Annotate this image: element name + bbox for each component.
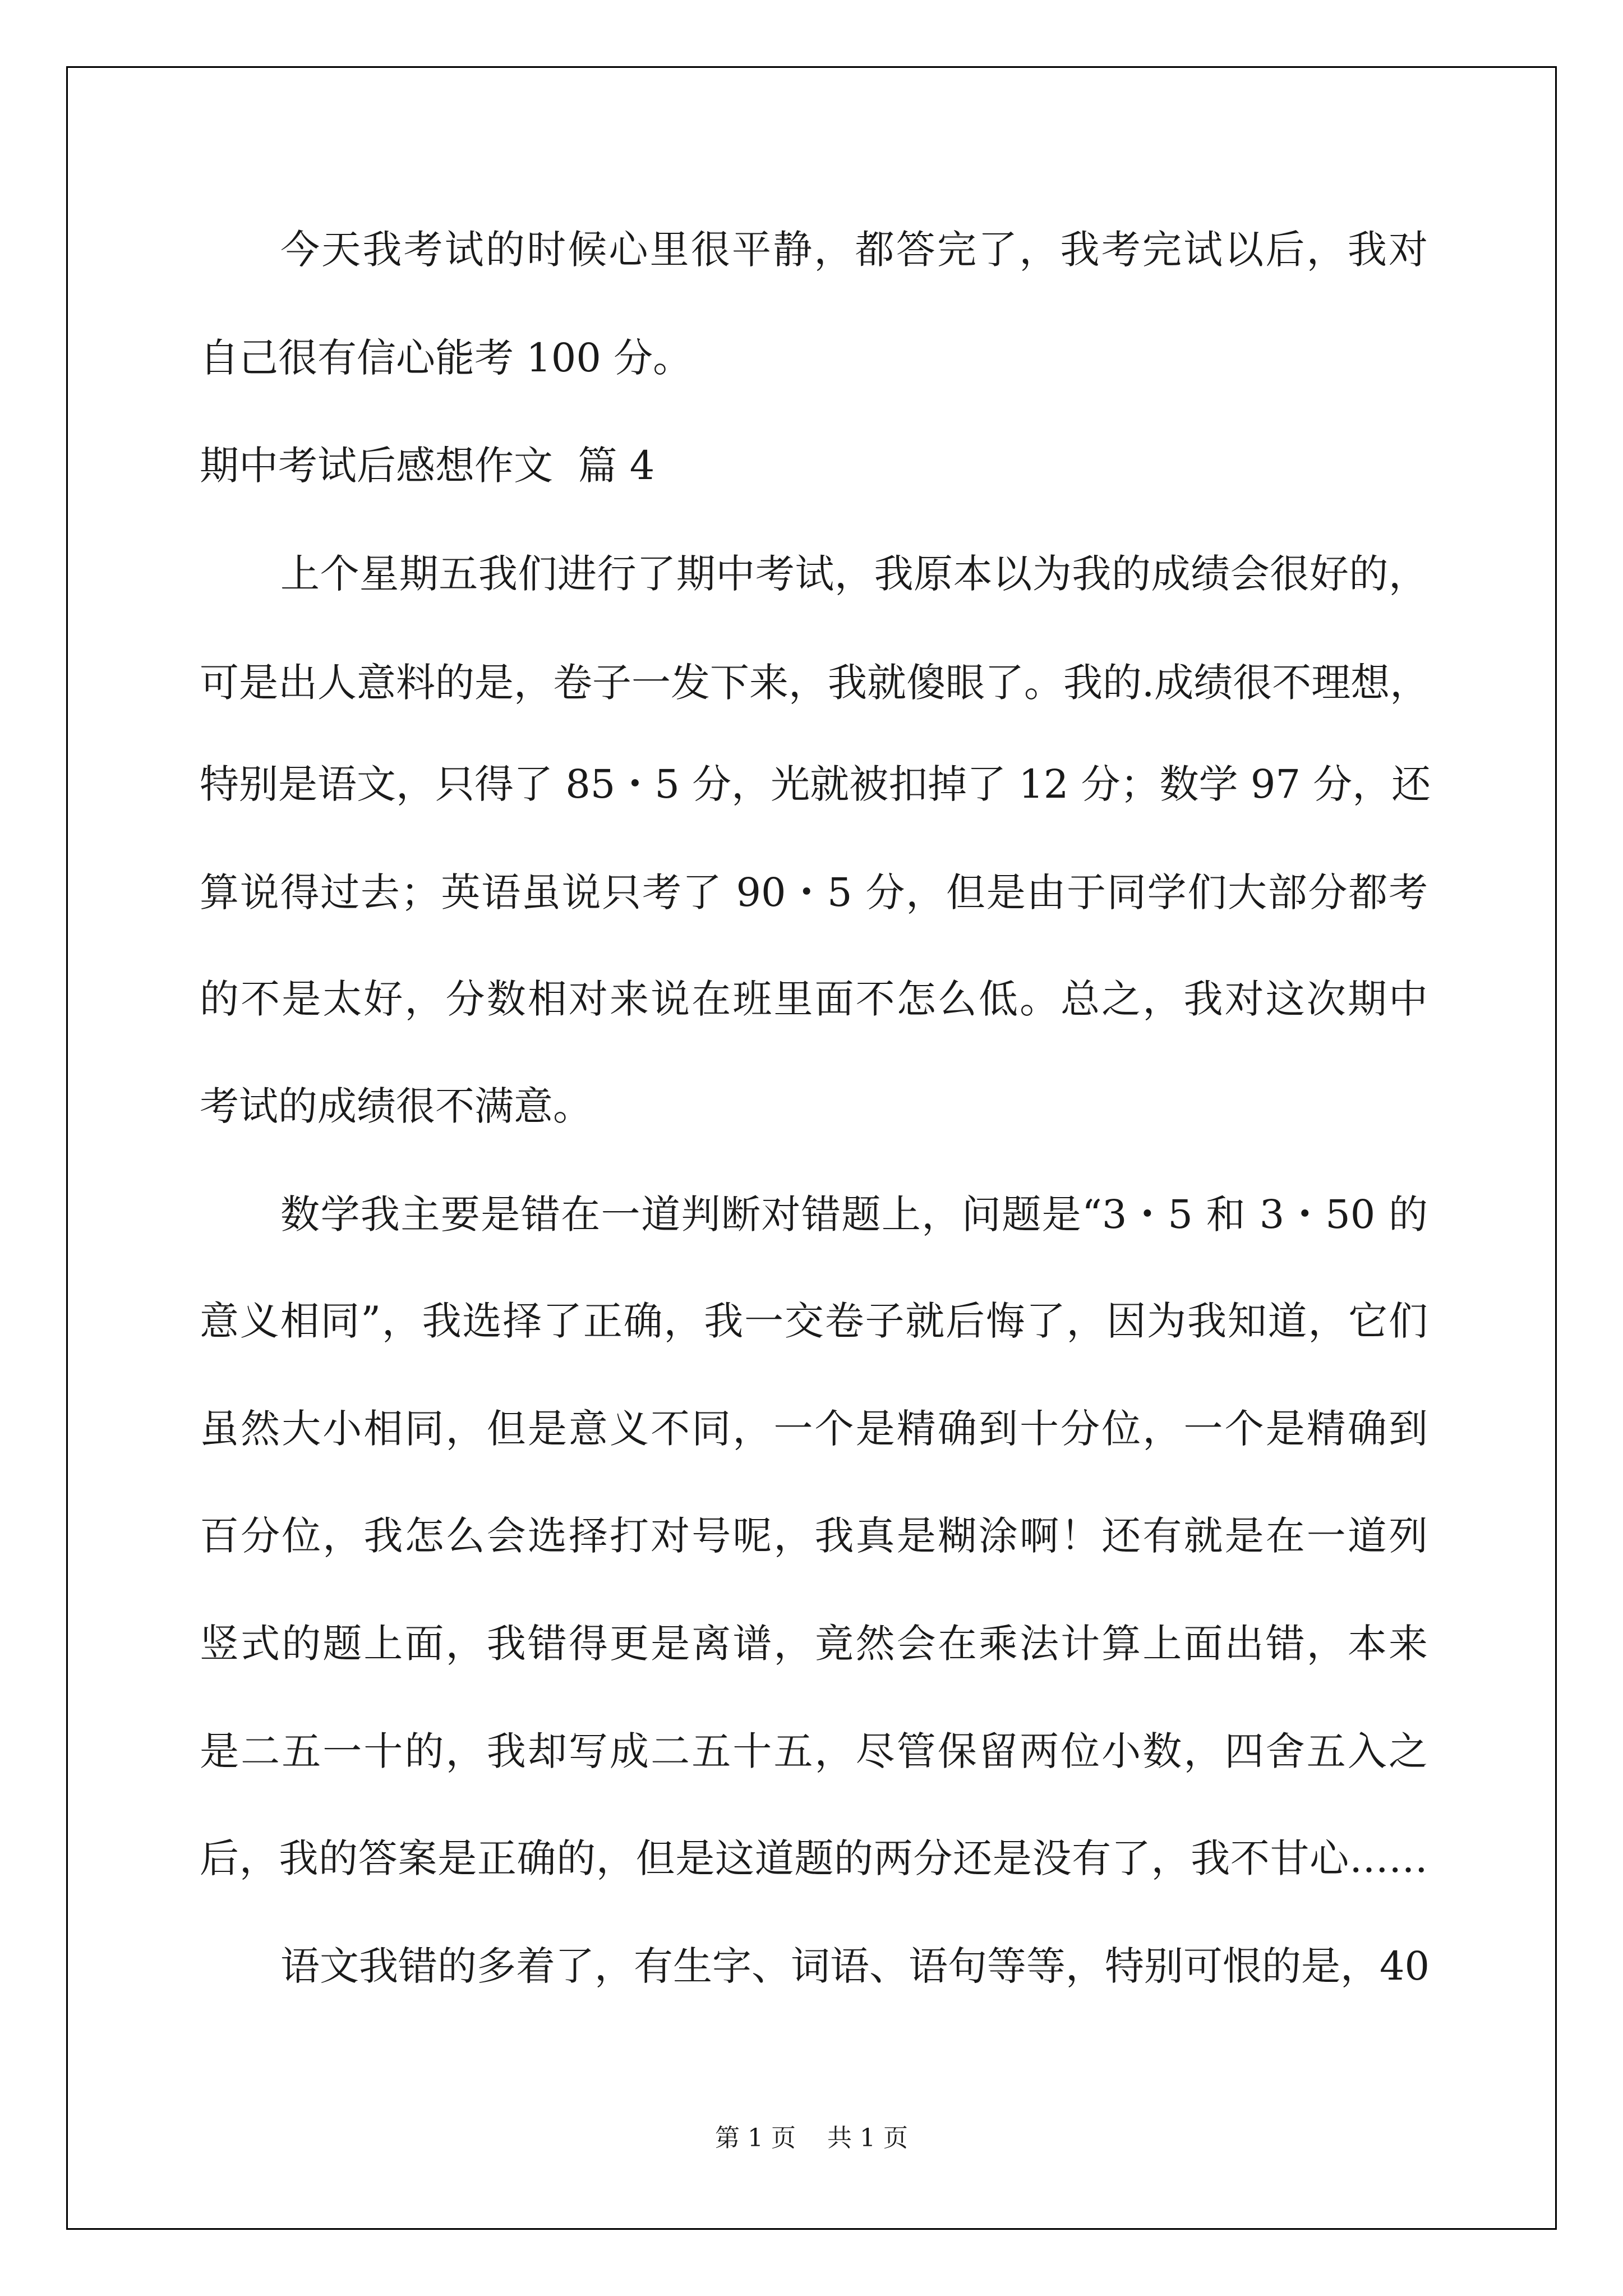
text-line: 特别是语文，只得了 85・5 分，光就被扣掉了 12 分；数学 97 分，还	[200, 761, 1431, 807]
text-line: 语文我错的多着了，有生字、词语、语句等等，特别可恨的是，40	[280, 1943, 1430, 1989]
page-total: 共 1 页	[827, 2124, 908, 2152]
text-line: 考试的成绩很不满意。	[200, 1083, 592, 1129]
text-line: 竖式的题上面，我错得更是离谱，竟然会在乘法计算上面出错，本来	[200, 1621, 1428, 1667]
text-line: 意义相同”，我选择了正确，我一交卷子就后悔了，因为我知道，它们	[200, 1298, 1428, 1344]
text-line: 今天我考试的时候心里很平静，都答完了，我考完试以后，我对	[280, 227, 1428, 273]
text-line: 算说得过去；英语虽说只考了 90・5 分，但是由于同学们大部分都考	[200, 869, 1428, 915]
text-line: 数学我主要是错在一道判断对错题上，问题是“3・5 和 3・50 的	[280, 1191, 1428, 1237]
section-heading: 期中考试后感想作文 篇 4	[200, 443, 655, 489]
page-number: 第 1 页	[715, 2124, 796, 2152]
page-border	[66, 66, 1557, 2230]
page-footer	[0, 2126, 1623, 2151]
text-line: 上个星期五我们进行了期中考试，我原本以为我的成绩会很好的，	[280, 551, 1428, 597]
text-line: 虽然大小相同，但是意义不同，一个是精确到十分位，一个是精确到	[200, 1406, 1428, 1452]
text-line: 是二五一十的，我却写成二五十五，尽管保留两位小数，四舍五入之	[200, 1728, 1428, 1774]
text-line: 后，我的答案是正确的，但是这道题的两分还是没有了，我不甘心……	[200, 1835, 1428, 1881]
text-line: 百分位，我怎么会选择打对号呢，我真是糊涂啊！还有就是在一道列	[200, 1513, 1428, 1559]
text-line: 可是出人意料的是，卷子一发下来，我就傻眼了。我的.成绩很不理想，	[200, 660, 1430, 706]
text-line: 的不是太好，分数相对来说在班里面不怎么低。总之，我对这次期中	[200, 976, 1428, 1022]
text-line: 自己很有信心能考 100 分。	[200, 335, 693, 381]
